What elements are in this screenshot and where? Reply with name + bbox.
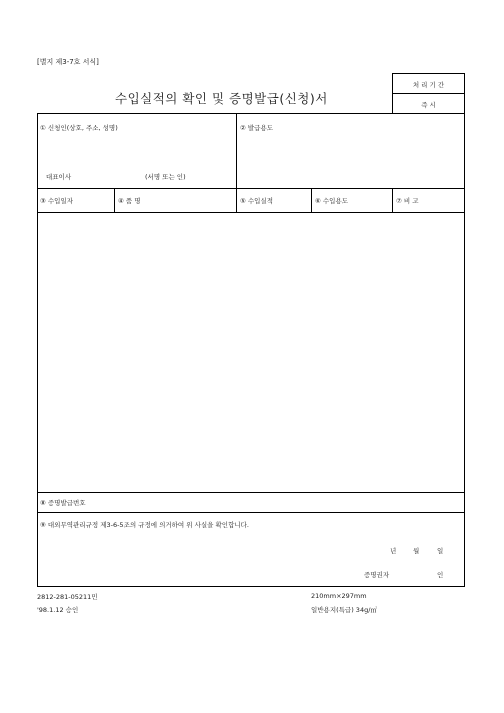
footer-paper-type: 일반용지(특급) 34g/㎡ [311,606,377,614]
col-divider-4 [392,188,393,213]
col-divider-2 [236,188,237,213]
cert-row-bottom [37,512,465,513]
processing-period-header: 처 리 기 간 [412,81,445,89]
col-import-purpose: ⑥ 수입용도 [315,197,349,205]
col-divider-1 [114,188,115,213]
cert-number-label: ⑧ 증명발급번호 [40,499,86,507]
purpose-label: ② 발급용도 [240,124,274,132]
form-right-border [464,113,465,587]
row1-divider [236,113,237,189]
signature-note: (서명 또는 인) [145,173,186,181]
date-day: 일 [437,547,444,555]
header-row-bottom [37,212,465,213]
footer-doc-number: 2812-281-05211민 [37,593,98,601]
footer-approval: '98.1.12 승인 [37,606,79,614]
representative-label: 대표이사 [46,173,72,181]
processing-box-divider [392,93,465,94]
date-year: 년 [390,547,397,555]
applicant-label: ① 신청인(상호, 주소, 성명) [40,124,118,132]
col-divider-3 [311,188,312,213]
col-import-date: ③ 수입일자 [40,197,74,205]
form-title: 수입실적의 확인 및 증명발급(신청)서 [115,91,328,106]
processing-box-top [392,73,465,74]
form-code: [별지 제3-7호 서식] [37,58,99,66]
col-item-name: ④ 품 명 [118,197,141,205]
form-bottom-border [37,586,465,587]
confirmation-text: ⑨ 대외무역관리규정 제3-6-5조의 규정에 의거하여 위 사실을 확인합니다. [40,521,249,529]
col-import-record: ⑤ 수입실적 [240,197,274,205]
date-month: 월 [413,547,420,555]
row1-bottom [37,188,465,189]
col-remarks: ⑦ 비 고 [396,197,419,205]
data-area-bottom [37,492,465,493]
certifier-label: 증명권자 [364,571,390,579]
form-top-border [37,113,465,114]
form-left-border [37,113,38,587]
certifier-seal: 인 [437,571,444,579]
footer-paper-size: 210mm×297mm [311,592,367,600]
processing-period-value: 즉 시 [421,101,436,109]
